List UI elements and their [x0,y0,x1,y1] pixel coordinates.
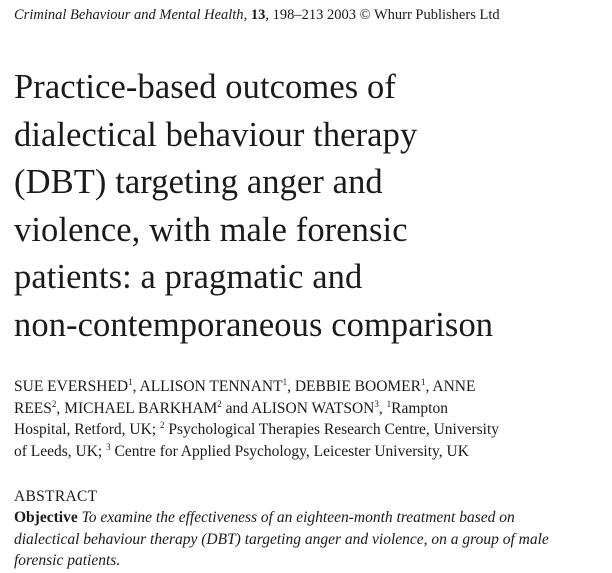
affiliation-marker: 2 [51,398,57,409]
abstract-heading: ABSTRACT [14,488,98,505]
authors-line [14,376,604,398]
abstract-line [14,507,604,529]
author-name: , ANNE [425,378,476,395]
author-name: REES [14,399,52,417]
affiliation-text: Centre for Applied Psychology, Leicester University, UK [110,442,469,460]
affiliation-marker: 1 [128,376,133,387]
affiliation-marker: 2 [217,398,222,409]
affiliation-marker: 1 [282,376,288,387]
author-name: , MICHAEL BARKHAM [56,399,218,417]
abstract-line: forensic patients. [14,552,121,569]
author-name: , DEBBIE BOOMER [287,378,421,395]
affiliation-text: of Leeds, UK; [14,442,107,460]
abstract-line: dialectical behaviour therapy (DBT) targeting anger and violence, on a group of male [14,530,549,548]
affiliation-line [14,419,604,441]
journal-pages-year-publisher: , 198–213 2003 © Whurr Publishers Ltd [265,7,500,23]
affiliation-marker: 1 [386,398,392,409]
title-line: (DBT) targeting anger and [14,163,383,201]
abstract-body [14,507,604,572]
running-head [14,6,604,24]
affiliation-line [14,441,604,463]
title-line: violence, with male forensic [14,210,408,249]
title-line: Practice-based outcomes of [14,68,396,106]
title-line: dialectical behaviour therapy [14,115,418,154]
abstract-text: To examine the effectiveness of an eighteen-month treatment based on [77,509,515,526]
author-name: SUE EVERSHED [14,378,129,395]
affiliation-text: Hospital, Retford, UK; [14,421,160,438]
title-line: patients: a pragmatic and [14,258,363,296]
objective-label: Objective [14,509,78,526]
affiliation-marker: 1 [421,376,426,387]
authors-line [14,398,604,420]
article-title [14,64,604,349]
separator-text: , [378,399,387,417]
affiliation-marker: 2 [159,419,165,430]
affiliation-text: Rampton [391,399,448,417]
affiliation-marker: 3 [106,441,111,452]
journal-separator: , [243,7,248,23]
author-affiliations [14,376,604,462]
journal-name: Criminal Behaviour and Mental Health [14,7,244,23]
affiliation-marker: 3 [374,398,379,409]
title-line: non-contemporaneous comparison [14,305,494,344]
journal-volume: 13 [250,7,266,23]
author-name: , ALLISON TENNANT [132,378,283,395]
author-name: and ALISON WATSON [221,399,375,417]
affiliation-text: Psychological Therapies Research Centre, University [164,421,500,438]
